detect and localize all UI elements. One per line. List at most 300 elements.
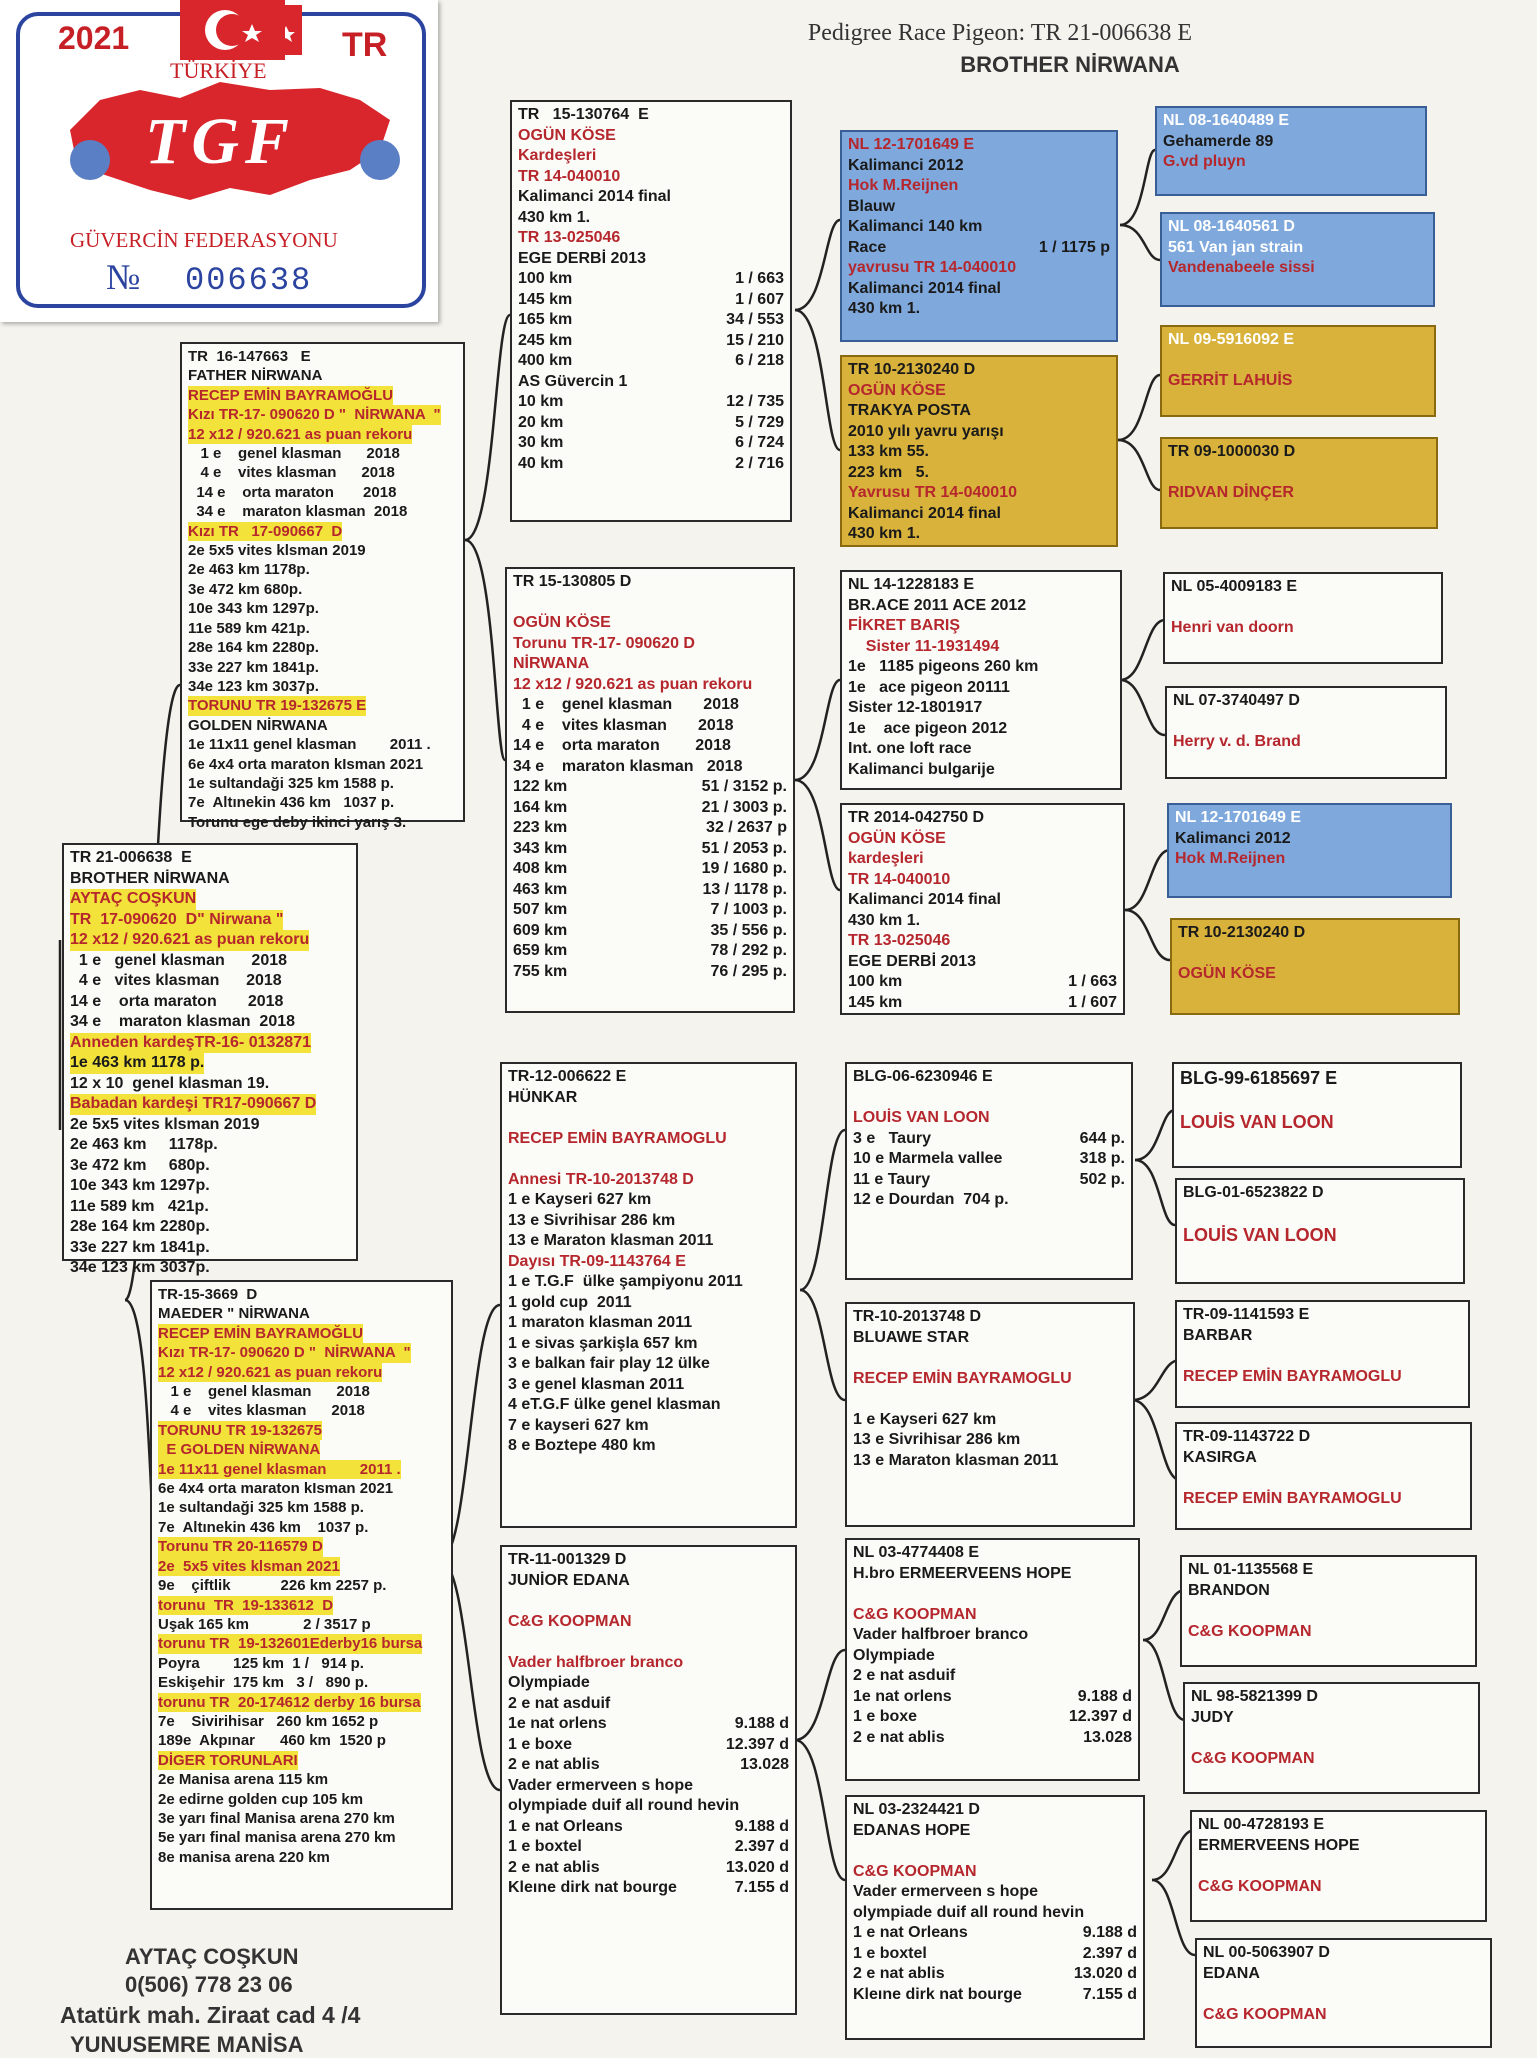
pedigree-line-text: TR 17-090620 D" Nirwana " [70, 910, 283, 931]
pedigree-line-result: 1 / 663 [735, 270, 784, 287]
pedigree-line-text: 12 x12 / 920.621 as puan rekoru [158, 1363, 383, 1381]
pedigree-line [853, 1088, 1125, 1109]
pedigree-line [853, 1821, 1137, 1842]
pedigree-line-text: 10 km [518, 393, 564, 410]
pedigree-line-text: Kalimanci 2014 final [848, 279, 1001, 297]
pedigree-line [853, 1190, 1125, 1211]
pedigree-line [848, 870, 1117, 891]
pedigree-line-text [1198, 1856, 1202, 1877]
pedigree-line-text: torunu TR 19-132601Ederby16 bursa [158, 1635, 423, 1653]
pedigree-line [853, 1564, 1132, 1585]
pedigree-line [853, 1328, 1127, 1349]
pedigree-line [1188, 1560, 1469, 1581]
pedigree-line [508, 1354, 789, 1375]
pedigree-line-text: 145 km [848, 993, 903, 1011]
pedigree-line-text: 1e sultandaği 325 km 1588 p. [158, 1499, 364, 1517]
pedigree-line [513, 634, 787, 655]
pedigree-line-text: 1 e Kayseri 627 km [853, 1410, 997, 1428]
pedigree-line-text [853, 1584, 857, 1605]
pedigree-line-text: Vader halfbroer branco [508, 1653, 684, 1671]
pedigree-line [188, 716, 457, 735]
pedigree-line [518, 454, 784, 475]
pedigree-line-text: 133 km 55. [848, 443, 929, 460]
pedigree-line [188, 502, 457, 521]
pedigree-line-result: 78 / 292 p. [710, 942, 787, 959]
pedigree-line [1168, 330, 1428, 351]
pedigree-line [508, 1190, 789, 1211]
pedigree-line-text: 1 e genel klasman 2018 [70, 951, 288, 969]
pedigree-line [1168, 258, 1427, 279]
pedigree-line-text: RECEP EMİN BAYRAMOGLU [853, 1369, 1072, 1387]
pedigree-line-text: 1e 11x11 genel klasman 2011 . [188, 736, 431, 754]
card-number-symbol: № [106, 257, 141, 297]
pedigree-line [853, 1543, 1132, 1564]
pedigree-line [853, 1728, 1132, 1749]
pedigree-line [188, 386, 457, 405]
pedigree-line-text: olympiade duif all round hevin [508, 1797, 740, 1814]
pedigree-line-text: NL 00-4728193 E [1198, 1816, 1325, 1833]
pedigree-line-text: Kardeşleri [518, 147, 597, 164]
pedigree-line [513, 900, 787, 921]
pedigree-line-text: EDANAS HOPE [853, 1821, 971, 1839]
ggp-8-box [1170, 918, 1460, 1015]
pedigree-line [158, 1751, 445, 1770]
pedigree-line-text: DİGER TORUNLARI [158, 1751, 298, 1769]
ggp-6-box [1165, 686, 1447, 779]
sire-box [180, 342, 465, 831]
pedigree-line-text: TR 10-2130240 D [1178, 924, 1306, 941]
pedigree-line [158, 1421, 445, 1440]
card-country: TÜRKİYE [170, 58, 267, 83]
pedigree-line [513, 695, 787, 716]
pedigree-line-text: 3e 472 km 680p. [188, 580, 303, 598]
pedigree-line [853, 1985, 1137, 2006]
pedigree-line [848, 616, 1114, 637]
pedigree-line [508, 1170, 789, 1191]
pedigree-line [848, 258, 1110, 279]
pedigree-line-text: ERMERVEENS HOPE [1198, 1836, 1360, 1854]
pedigree-line-text: Kleıne dirk nat bourge [508, 1879, 677, 1896]
pedigree-line-text: 122 km [513, 778, 568, 795]
pedigree-line [1180, 1067, 1454, 1090]
pedigree-line [848, 197, 1110, 218]
pedigree-line [188, 580, 457, 599]
pedigree-line-text: TR-11-001329 D [508, 1551, 627, 1568]
pedigree-line [518, 249, 784, 270]
pedigree-line-result: 9.188 d [734, 1715, 789, 1732]
pedigree-line-text: 463 km [513, 880, 568, 898]
pedigree-line [1163, 111, 1419, 132]
pedigree-line-text: OGÜN KÖSE [518, 126, 616, 144]
pedigree-line-text: Yavrusu TR 14-040010 [848, 484, 1017, 501]
pedigree-line [158, 1304, 445, 1323]
ggp-9-box [1172, 1062, 1462, 1168]
pedigree-line-text: NL 00-5063907 D [1203, 1944, 1330, 1961]
pedigree-line [158, 1828, 445, 1847]
pedigree-line-text: TR 14-040010 [848, 870, 951, 888]
pedigree-line [188, 677, 457, 696]
pedigree-line-text: 223 km 5. [848, 463, 929, 481]
pedigree-line-text: 1e nat orlens [508, 1715, 607, 1732]
pedigree-line [70, 971, 350, 992]
pedigree-line [518, 351, 784, 372]
pedigree-line [1171, 618, 1435, 639]
pedigree-line [518, 167, 784, 188]
ggp-2-box [1160, 212, 1435, 307]
pedigree-line-text [853, 1389, 857, 1410]
pedigree-line [508, 1067, 789, 1088]
pedigree-line-result: 21 / 3003 p. [701, 798, 787, 816]
pedigree-line-text: NL 12-1701649 E [848, 136, 975, 153]
pedigree-line [853, 1923, 1137, 1944]
pedigree-line-text: 28e 164 km 2280p. [188, 639, 319, 657]
pedigree-line [188, 619, 457, 638]
pedigree-line [853, 1129, 1125, 1150]
pedigree-line-text: olympiade duif all round hevin [853, 1903, 1085, 1921]
pedigree-line-text: TR 09-1000030 D [1168, 443, 1296, 460]
pedigree-line-text: 1e sultandaği 325 km 1588 p. [188, 774, 394, 792]
pedigree-line-text: 2 e nat ablis [508, 1756, 600, 1773]
pedigree-line-result: 7 / 1003 p. [710, 901, 787, 918]
pedigree-line-text: 100 km [518, 270, 573, 287]
pedigree-line [853, 1348, 1127, 1369]
owner-address: Atatürk mah. Ziraat cad 4 /4 [60, 2002, 361, 2028]
pedigree-line-text: Olympiade [853, 1646, 935, 1664]
dam-sire-box [500, 1062, 797, 1528]
pedigree-line-text: Kızı TR 17-090667 D [188, 522, 343, 540]
pedigree-line [513, 798, 787, 819]
pedigree-line-text: LOUİS VAN LOON [1180, 1111, 1334, 1132]
pedigree-line-text: TR 10-2130240 D [848, 361, 976, 378]
card-number: 006638 [185, 262, 313, 299]
pedigree-line [853, 1389, 1127, 1410]
pedigree-line-text: NL 01-1135568 E [1188, 1561, 1314, 1578]
pedigree-line-result: 51 / 2053 p. [701, 839, 787, 857]
pedigree-line [853, 1307, 1127, 1328]
pedigree-line [188, 444, 457, 463]
pedigree-line-text: C&G KOOPMAN [508, 1612, 632, 1630]
pedigree-line [848, 422, 1110, 443]
pedigree-line [848, 911, 1117, 932]
pedigree-line [513, 962, 787, 983]
pedigree-line-result: 9.188 d [734, 1817, 789, 1835]
pedigree-line-text [508, 1632, 512, 1653]
pedigree-line-text: Vader ermerveen s hope [508, 1776, 693, 1794]
pedigree-line-text: 40 km [518, 454, 564, 472]
pedigree-line-text: NL 14-1228183 E [848, 576, 975, 593]
pedigree-line-text: 30 km [518, 434, 564, 451]
pedigree-line [853, 1882, 1137, 1903]
pedigree-line [848, 739, 1114, 760]
pedigree-line [158, 1324, 445, 1343]
pedigree-line [853, 1862, 1137, 1883]
pedigree-line [513, 736, 787, 757]
pedigree-line-text: kardeşleri [848, 850, 924, 867]
pedigree-line-text: torunu TR 19-133612 D [158, 1596, 334, 1614]
card-federation: GÜVERCİN FEDERASYONU [70, 228, 338, 252]
pedigree-line [158, 1518, 445, 1537]
pedigree-line [70, 951, 350, 972]
sire-dam-box [505, 567, 795, 1013]
pedigree-line [508, 1375, 789, 1396]
pedigree-line [158, 1693, 445, 1712]
pedigree-line [1198, 1877, 1479, 1898]
pedigree-line-result: 19 / 1680 p. [701, 860, 787, 877]
pedigree-line-text: 1 e genel klasman 2018 [513, 696, 739, 713]
pedigree-line [853, 1410, 1127, 1431]
pedigree-line-text [1183, 1346, 1187, 1367]
pedigree-line-text: NL 03-4774408 E [853, 1544, 980, 1561]
pedigree-line-text: 34 e maraton klasman 2018 [188, 503, 408, 521]
pedigree-line [158, 1382, 445, 1401]
pedigree-line-text: TR 15-130764 E [518, 106, 649, 123]
pedigree-line-text: NİRWANA [513, 655, 590, 672]
pedigree-line [853, 1149, 1125, 1170]
pedigree-line-text: GERRİT LAHUİS [1168, 372, 1293, 389]
pedigree-line-text: 7e Sivirihisar 260 km 1652 p [158, 1712, 379, 1730]
pedigree-line [518, 269, 784, 290]
pedigree-line [188, 463, 457, 482]
pedigree-line-text: 1 e genel klasman 2018 [158, 1383, 370, 1401]
pedigree-line-text: 2e Manisa arena 115 km [158, 1771, 329, 1789]
pedigree-line-text: 12 x12 / 920.621 as puan rekoru [70, 930, 309, 951]
pedigree-line [848, 463, 1110, 484]
pedigree-line-text: Kızı TR-17- 090620 D " NİRWANA " [158, 1344, 411, 1362]
pedigree-line-text [1180, 1090, 1184, 1111]
pedigree-line [508, 1550, 789, 1571]
pedigree-line [508, 1231, 789, 1252]
pedigree-line-text: 400 km [518, 352, 573, 369]
pedigree-line [1175, 808, 1444, 829]
pedigree-line-text: HÜNKAR [508, 1088, 578, 1106]
pedigree-line-text: TR-09-1143722 D [1183, 1428, 1311, 1445]
pedigree-line [188, 599, 457, 618]
pedigree-line-result: 13.020 d [1073, 1965, 1137, 1982]
pedigree-line-text: yavrusu TR 14-040010 [848, 259, 1017, 276]
pedigree-line-text [1168, 463, 1172, 484]
pedigree-line [1203, 1943, 1484, 1964]
pedigree-line-text: Vader ermerveen s hope [853, 1883, 1038, 1900]
pedigree-line-text: 6e 4x4 orta maraton kIsman 2021 [158, 1480, 394, 1498]
pedigree-line [188, 755, 457, 774]
pedigree-line [848, 952, 1117, 973]
pedigree-line-text: TR-12-006622 E [508, 1068, 627, 1085]
pedigree-line [848, 217, 1110, 238]
pedigree-line [1183, 1204, 1457, 1225]
pedigree-line [518, 372, 784, 393]
pedigree-line-text: 12 x12 / 920.621 as puan rekoru [513, 675, 753, 693]
pedigree-line-text: OGÜN KÖSE [1178, 965, 1276, 982]
pedigree-line [1203, 2005, 1484, 2026]
pedigree-line [518, 146, 784, 167]
pedigree-line [853, 1666, 1132, 1687]
pedigree-line-text: TR-09-1141593 E [1183, 1306, 1310, 1323]
pedigree-line-text: 1 e sivas şarkişla 657 km [508, 1334, 698, 1352]
pedigree-line-text: 2e 5x5 vites klsman 2019 [188, 542, 366, 560]
pedigree-line-text: 11e 589 km 421p. [70, 1197, 209, 1215]
pedigree-line [853, 1687, 1132, 1708]
pedigree-line [508, 1252, 789, 1273]
pedigree-line [1191, 1749, 1472, 1770]
pedigree-line-text: torunu TR 20-174612 derby 16 bursa [158, 1693, 421, 1711]
pedigree-line [158, 1285, 445, 1304]
pedigree-line [513, 921, 787, 942]
owner-name: AYTAÇ COŞKUN [125, 1944, 299, 1969]
tgf-logo: TGF [145, 105, 295, 178]
pedigree-line-text: C&G KOOPMAN [853, 1862, 977, 1880]
pedigree-line-text: AS Güvercin 1 [518, 372, 628, 390]
pedigree-line-text: 1 e boxe [508, 1735, 573, 1753]
pedigree-line [508, 1755, 789, 1776]
pedigree-line-result: 13 / 1178 p. [702, 880, 787, 898]
pedigree-line-text: RECEP EMİN BAYRAMOGLU [1183, 1367, 1402, 1385]
pedigree-line [853, 1108, 1125, 1129]
pedigree-line-text: EGE DERBİ 2013 [848, 952, 977, 970]
pedigree-line [508, 1313, 789, 1334]
pedigree-line [70, 1094, 350, 1115]
pedigree-line-text: 1 e genel klasman 2018 [188, 445, 400, 463]
pedigree-line [848, 135, 1110, 156]
pedigree-line-text: 34e 123 km 3037p. [70, 1259, 210, 1276]
pedigree-line-text: 145 km [518, 290, 573, 308]
pedigree-line-text: 1 e boxtel [853, 1944, 927, 1962]
pedigree-line [1183, 1183, 1457, 1204]
pedigree-line [188, 522, 457, 541]
pedigree-line-text: EDANA [1203, 1964, 1260, 1982]
ggp-15-box [1190, 1810, 1487, 1922]
pedigree-line [513, 839, 787, 860]
pedigree-line-text: 659 km [513, 942, 568, 959]
pedigree-line-text: 3 e balkan fair play 12 ülke [508, 1355, 710, 1372]
ggp-4-box [1160, 437, 1438, 529]
pedigree-line [853, 1369, 1127, 1390]
pedigree-line-text: 4 e vites klasman 2018 [513, 716, 734, 734]
pedigree-line-text: 2 e nat ablis [853, 1965, 945, 1982]
pedigree-line-text: 13 e Maraton klasman 2011 [508, 1232, 714, 1249]
pedigree-line-text: 11e 589 km 421p. [188, 619, 310, 637]
pedigree-line-text: FATHER NİRWANA [188, 367, 323, 385]
pedigree-line-text: Annesi TR-10-2013748 D [508, 1170, 694, 1188]
pedigree-line [188, 560, 457, 579]
pedigree-line [1171, 577, 1435, 598]
pedigree-line [513, 593, 787, 614]
pedigree-line [508, 1694, 789, 1715]
pedigree-line [848, 279, 1110, 300]
pedigree-line-text: RIDVAN DİNÇER [1168, 484, 1294, 501]
pedigree-line [853, 1605, 1132, 1626]
pedigree-line [70, 1238, 350, 1259]
pedigree-line-text: 7e Altınekin 436 km 1037 p. [158, 1518, 369, 1536]
pedigree-line-text: 2 e nat asduif [508, 1694, 611, 1712]
pedigree-line-result: 2 / 716 [735, 454, 784, 472]
pedigree-line-text: 2 e nat ablis [853, 1728, 945, 1746]
pedigree-line-text: LOUİS VAN LOON [1183, 1225, 1337, 1245]
pedigree-line-text: Torunu ege deby ikinci yarış 3. [188, 813, 407, 831]
pedigree-line-text: 13 e Sivrihisar 286 km [853, 1431, 1021, 1448]
pedigree-line [513, 941, 787, 962]
pedigree-line [158, 1673, 445, 1692]
card-year: 2021 [58, 20, 130, 56]
pedigree-line [1168, 463, 1430, 484]
pedigree-line-text: 4 e vites klasman 2018 [158, 1402, 365, 1420]
pedigree-line [1191, 1708, 1472, 1729]
pedigree-line-text: 2010 yılı yavru yarışı [848, 422, 1004, 440]
pedigree-line-text: 9e çiftlik 226 km 2257 p. [158, 1577, 387, 1595]
pedigree-line [853, 1451, 1127, 1472]
pedigree-line [1180, 1111, 1454, 1134]
pedigree-line [158, 1363, 445, 1382]
pedigree-line [848, 238, 1110, 259]
pedigree-line [188, 541, 457, 560]
pedigree-line [1178, 964, 1452, 985]
pedigree-line [188, 425, 457, 444]
pedigree-line [848, 442, 1110, 463]
pedigree-line-text: Dayısı TR-09-1143764 E [508, 1252, 686, 1270]
pedigree-line-text: 430 km 1. [848, 525, 921, 542]
pedigree-line-result: 2.397 d [734, 1838, 789, 1855]
pedigree-line-text: 1 e boxtel [508, 1838, 582, 1855]
pedigree-line [848, 176, 1110, 197]
pedigree-line-text: H.bro ERMEERVEENS HOPE [853, 1564, 1072, 1582]
pedigree-line-text: 2e edirne golden cup 105 km [158, 1790, 364, 1808]
pedigree-line [508, 1293, 789, 1314]
pedigree-line-text: 4 eT.G.F ülke genel klasman [508, 1396, 721, 1413]
pedigree-line [70, 869, 350, 890]
pedigree-line-text: NL 09-5916092 E [1168, 331, 1295, 348]
pedigree-line-text: 7e Altınekin 436 km 1037 p. [188, 794, 395, 812]
pedigree-line [848, 524, 1110, 545]
pedigree-line-text: 245 km [518, 331, 573, 349]
pedigree-line-text: 1 e T.G.F ülke şampiyonu 2011 [508, 1273, 743, 1290]
pedigree-line-text: TR 14-040010 [518, 167, 621, 185]
pedigree-line [158, 1537, 445, 1556]
sire-sire-box [510, 100, 792, 522]
pedigree-line [158, 1790, 445, 1809]
pedigree-line [1168, 371, 1428, 392]
pedigree-line-text: MAEDER " NİRWANA [158, 1305, 310, 1323]
pedigree-line-text: 14 e orta maraton 2018 [513, 737, 731, 754]
pedigree-line-text: BLG-06-6230946 E [853, 1068, 993, 1085]
pedigree-line-result: 76 / 295 p. [710, 962, 787, 980]
pedigree-line-text: 20 km [518, 413, 564, 431]
pedigree-line-text: JUDY [1191, 1708, 1234, 1726]
pedigree-line [513, 777, 787, 798]
ggp-7-box [1167, 803, 1452, 898]
pedigree-line-text: TR 16-147663 E [188, 348, 311, 365]
pedigree-line-text: Hok M.Reijnen [1175, 850, 1286, 867]
pedigree-line [513, 818, 787, 839]
pedigree-line-text [1168, 351, 1172, 372]
pedigree-line [518, 413, 784, 434]
pedigree-line [848, 299, 1110, 320]
pedigree-line-text [1188, 1601, 1192, 1622]
pedigree-line-text: Sister 12-1801917 [848, 699, 983, 716]
pedigree-line [508, 1272, 789, 1293]
pedigree-line-text: TORUNU TR 19-132675 E [188, 697, 367, 715]
pedigree-line [513, 716, 787, 737]
pedigree-line-text: C&G KOOPMAN [1198, 1877, 1322, 1895]
pedigree-line-text [1178, 944, 1182, 965]
pedigree-line [1180, 1090, 1454, 1111]
pedigree-line [188, 405, 457, 424]
pedigree-line-text: C&G KOOPMAN [1188, 1622, 1312, 1640]
pedigree-line-result: 7.155 d [734, 1879, 789, 1896]
pedigree-line [513, 757, 787, 778]
pedigree-line [1168, 238, 1427, 259]
pedigree-line [188, 793, 457, 812]
pedigree-line [508, 1211, 789, 1232]
pedigree-line [508, 1653, 789, 1674]
